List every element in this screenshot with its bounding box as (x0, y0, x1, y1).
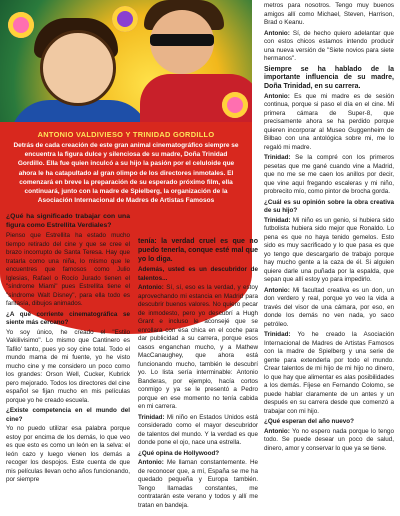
answer: Yo no puedo utilizar esa palabra porque estoy por encima de los demás, lo que veo es que esto es como un león en la selva: el león cazo y luego vienen los demás a recoger los despojos. Este cuenta de que mis películas llevan ocho años funcionando, por siempre (6, 425, 130, 483)
speaker: Antonio: (264, 286, 290, 294)
answer: Yo soy único, he creado el "Estilo Vakilivisimo". Lo mismo que Cantinero es Tafilo' tanto, pues yo soy cine total. Todo el mundo mama de mi fuente, yo he visto mucho cine y me considero un poco como los grandes: Orson Well, Cucker, Kubrick pero mejorado. Todos los directores del cine español se fijan mucho en mis películas porque yo he creado escuela. (6, 328, 130, 404)
answer: Trinidad: Yo he creado la Asociación Internacional de Madres de Artistas Famosos con la madre de Spielberg y una serie de gente para extenderla por todo el mundo. Crear talentos de mi hijo de mi hijo no dinero, lo que hay que alimentar es alas posibilidades a los demás. Fíjese en Fernando Colomo, se puede hablar claramente de un antes y un después en su carrera desde que comenzó a trabajar con mi hijo. (264, 331, 394, 415)
answer: Trinidad: Mi niño es un genio, si hubiera sido futbolista hubiera sido mejor que Ronaldo. Lo pena es que no haya tenido gemelos. Esto sido es muy sacrificado y lo que pasa es que yo tengo que descargarlo de trabajo porque hay mucho gente a la caza de él. Si alguien quiere darle una puñada por la espalda, que sepan que allí estoy yo para impedirlo. (264, 216, 395, 284)
left-column (6, 212, 130, 487)
speaker: Antonio: (264, 427, 290, 435)
answer: Antonio: Me llaman constantemente. He de reconocer que, a mí, España se me ha quedado pequeña y Europa también. Tengo llamadas constantes, me contratarán este verano y todos y allí me tratan en bandeja. (138, 459, 259, 509)
answer: Antonio: Yo no espero nada porque lo tengo todo. Se puede desear un poco de salud, dinero, amor y conservar lo que ya se tiene. (264, 427, 395, 452)
right-column (264, 2, 394, 455)
speaker: Trinidad: (264, 331, 291, 339)
question: ¿Cuál es su opinión sobre la obra creativa de su hijo? (264, 198, 394, 215)
speaker: Antonio: (138, 284, 164, 292)
answer: Antonio: Sí, sí, eso es la verdad, y estoy aprovechando mi estancia en Madrid para descubrir buenos valores. No quiero pecar de inmodesto, pero yo descubrí a Hugh Grant e incluso le aconsejé que se enrollara con esa chica en el coche para dar publicidad a su carrera, porque esos casos enganchan mucho, y a Mathew MacCanaughey, que ahora está funcionando mucho, también le descubrí yo. Lo lista sería interminable: Antonio Banderas, por ejemplo, hacía cortos conmigo y ya se le presentó a Pedro porque en ese momento no tenía cabida en mi carrera. (138, 284, 259, 411)
question: Siempre se ha hablado de la importante influencia de su madre, Doña Trinidad, en su carrera. (264, 65, 394, 91)
answer: Trinidad: Mi niño en Estados Unidos está considerado como el mayor descubridor de talentos del mundo. Y la verdad es que donde pone el ojo, nace una estrella. (138, 413, 258, 447)
speaker: Trinidad: (264, 154, 291, 162)
speaker: Trinidad: (264, 216, 291, 224)
answer: Pienso que Estrellita ha estado mucho tiempo retirado del cine y que se cree el brazo incorrupto de Santa Teresa. Hay que tratarla como una niña, lo mismo que le encuentres que famosos como Julio Iglesias, Rafael o Rocío Jurado tienen el "síndrome Miami" pues Estrellita tiene el "síndrome Walt Disney", para ella todo es fantasía, dibujos animados. (6, 232, 130, 307)
intro-text: Detrás de cada creación de este gran animal cinematográfico siempre se encuentra la figura dulce y silenciosa de su madre, Doña Trinidad Gordillo. Ella fue quien inculcó a su hijo la pasión por el celuloide que ahora le ha catapultado al gran olimpo de los directores inmotales. El comenzará en breve la preparación de su esperado próximo film, ella continuará, junto con la madre de Spielberg, la organización de la Asociación Internacional de Madres de Artistas Famosos (13, 142, 239, 205)
speaker: Antonio: (264, 92, 290, 100)
answer: Trinidad: Se la compré con los primeros pesetas que me gané cuando vine a Madrid, que no me se me caen los anillos por decir, que vine aquí fregando escaleras y mi niño, probrecito mío, como pintor de brocha gorda. (264, 154, 395, 196)
answer: Antonio: Sí, de hecho quiero adelantar que con estos chicos estamos intendo producir una nueva versión de "Siete novios para siete hermanos". (264, 29, 395, 62)
flower-decoration (112, 6, 138, 32)
middle-column (138, 238, 258, 512)
sunglasses (150, 34, 214, 46)
question: Además, usted es un descubridor de talentos... (138, 266, 258, 282)
answer: Antonio: Es que mi madre es de sesión continua, porque si paso el día en el cine. Mi primera cámara de Super-8, que precisamente ahora se ha perdido porque quieren incorporar al Museo Guggenheim de Bilbao con una antológica sobre mi, me lo regaló mi madre. (264, 92, 395, 151)
pull-quote: tenía: la verdad cruel es que no puedo tenerla, conque esté mal que yo lo diga. (138, 238, 258, 263)
answer-continued: metros para nosotros. Tengo muy buenos amigos allí como Michael, Steven, Harrison, Brad o Keanu. (264, 2, 394, 26)
question: ¿A qué corriente cinematográfica se siente más cercano? (6, 310, 130, 326)
question: ¿Existe competencia en el mundo del cine? (6, 407, 130, 423)
intro-heading: ANTONIO VALDIVIESO Y TRINIDAD GORDILLO (37, 130, 215, 139)
flower-decoration (8, 12, 34, 38)
flower-decoration (222, 92, 248, 118)
question: ¿Qué ha significado trabajar con una figura como Estrellita Verdiales? (6, 213, 130, 229)
question: ¿Qué esperan del año nuevo? (264, 418, 354, 426)
speaker: Antonio: (138, 459, 164, 467)
speaker: Antonio: (264, 29, 290, 37)
speaker: Trinidad: (138, 413, 165, 421)
question: ¿Qué opina de Hollywood? (138, 449, 220, 457)
man-face (40, 30, 116, 106)
answer: Antonio: Mi facultad creativa es un don, un don verdero y real, porque yo veo la vida a través del visor de una cámara, por eso, en donde los demás no ven nada, yo saco petróleo. (264, 286, 394, 328)
